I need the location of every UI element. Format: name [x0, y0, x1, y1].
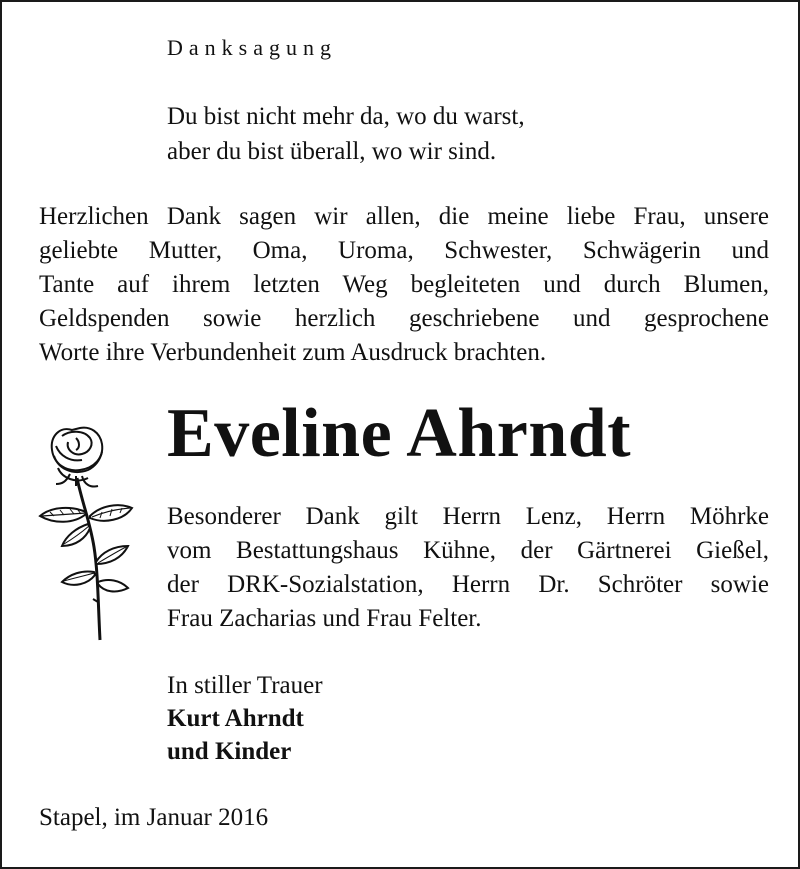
- notice-heading: Danksagung: [167, 35, 337, 60]
- mourning-signature: [167, 669, 323, 768]
- deceased-name: Eveline Ahrndt: [167, 395, 632, 472]
- memorial-quote: [167, 99, 525, 169]
- rose-icon: [32, 412, 162, 652]
- thanks-line: geliebte Mutter, Oma, Uroma, Schwester, Schwägerin und: [39, 237, 769, 264]
- thanks-line: Worte ihre Verbundenheit zum Ausdruck brachten.: [39, 339, 547, 366]
- mourning-intro: In stiller Trauer: [167, 672, 323, 699]
- special-thanks-line: Besonderer Dank gilt Herrn Lenz, Herrn Möhrke: [167, 503, 769, 530]
- special-thanks-line: Frau Zacharias und Frau Felter.: [167, 605, 482, 632]
- quote-line: Du bist nicht mehr da, wo du warst,: [167, 103, 525, 130]
- place-date: Stapel, im Januar 2016: [39, 804, 269, 831]
- mourner-name: Kurt Ahrndt: [167, 705, 304, 732]
- mourner-name: und Kinder: [167, 738, 292, 765]
- thanks-line: Tante auf ihrem letzten Weg begleiteten und durch Blumen,: [39, 271, 769, 298]
- quote-line: aber du bist überall, wo wir sind.: [167, 138, 497, 165]
- special-thanks-paragraph: [167, 500, 769, 636]
- special-thanks-line: vom Bestattungshaus Kühne, der Gärtnerei Gießel,: [167, 537, 769, 564]
- special-thanks-line: der DRK-Sozialstation, Herrn Dr. Schröter sowie: [167, 571, 769, 598]
- thanks-paragraph: [39, 200, 769, 370]
- thanks-line: Herzlichen Dank sagen wir allen, die meine liebe Frau, unsere: [39, 203, 769, 230]
- thanks-line: Geldspenden sowie herzlich geschriebene und gesprochene: [39, 305, 769, 332]
